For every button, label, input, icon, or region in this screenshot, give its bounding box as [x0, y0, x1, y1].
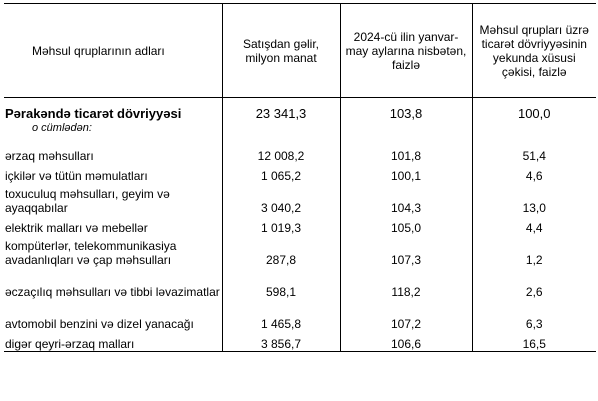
row-name: digər qeyri-ərzaq malları — [4, 331, 222, 352]
total-revenue: 23 341,3 — [222, 98, 340, 122]
row-share: 51,4 — [472, 143, 596, 163]
row-growth: 106,6 — [340, 331, 472, 352]
header-product-group-names: Məhsul qruplarının adları — [4, 4, 222, 98]
table-row — [4, 183, 596, 215]
header-growth-vs-2024: 2024-cü ilin yanvar-may aylarına nisbətən, faizlə — [340, 4, 472, 98]
row-growth: 100,1 — [340, 163, 472, 183]
row-share: 2,6 — [472, 267, 596, 299]
row-revenue: 1 465,8 — [222, 299, 340, 331]
subtitle-label: o cümlədən: — [32, 122, 92, 134]
total-name: Pərakəndə ticarət dövriyyəsi — [5, 106, 182, 121]
row-share: 6,3 — [472, 299, 596, 331]
row-share: 1,2 — [472, 235, 596, 267]
row-name: toxuculuq məhsulları, geyim və ayaqqabılar — [5, 187, 170, 215]
table-row — [4, 299, 596, 331]
table-row — [4, 163, 596, 183]
total-row — [4, 98, 596, 122]
row-revenue: 287,8 — [222, 235, 340, 267]
total-share: 100,0 — [472, 98, 596, 122]
row-revenue: 3 040,2 — [222, 183, 340, 215]
row-share: 16,5 — [472, 331, 596, 352]
row-name: ərzaq məhsulları — [5, 149, 94, 163]
subtitle-row — [4, 121, 596, 143]
row-name: avtomobil benzini və dizel yanacağı — [5, 317, 194, 331]
row-growth: 107,2 — [340, 299, 472, 331]
row-revenue: 598,1 — [222, 267, 340, 299]
row-revenue: 3 856,7 — [222, 331, 340, 352]
retail-trade-table — [4, 3, 596, 352]
row-growth: 107,3 — [340, 235, 472, 267]
row-name: içkilər və tütün məmulatları — [5, 169, 148, 183]
row-revenue: 1 065,2 — [222, 163, 340, 183]
table-row — [4, 267, 596, 299]
row-growth: 105,0 — [340, 215, 472, 235]
row-share: 4,4 — [472, 215, 596, 235]
table-row — [4, 215, 596, 235]
row-share: 4,6 — [472, 163, 596, 183]
row-growth: 101,8 — [340, 143, 472, 163]
row-name: elektrik malları və mebellər — [5, 221, 148, 235]
row-growth: 118,2 — [340, 267, 472, 299]
header-sales-revenue: Satışdan gəlir, milyon manat — [222, 4, 340, 98]
table-row — [4, 331, 596, 352]
table-row — [4, 143, 596, 163]
row-revenue: 1 019,3 — [222, 215, 340, 235]
row-name: kompüterlər, telekommunikasiya avadanlıqları və çap məhsulları — [5, 239, 177, 267]
total-growth: 103,8 — [340, 98, 472, 122]
row-growth: 104,3 — [340, 183, 472, 215]
row-share: 13,0 — [472, 183, 596, 215]
row-name: əczaçılıq məhsulları və tibbi ləvazimatlar — [5, 285, 220, 299]
header-row — [4, 4, 596, 98]
header-share-of-total: Məhsul qrupları üzrə ticarət dövriyyəsinin yekunda xüsusi çəkisi, faizlə — [472, 4, 596, 98]
table-row — [4, 235, 596, 267]
row-revenue: 12 008,2 — [222, 143, 340, 163]
